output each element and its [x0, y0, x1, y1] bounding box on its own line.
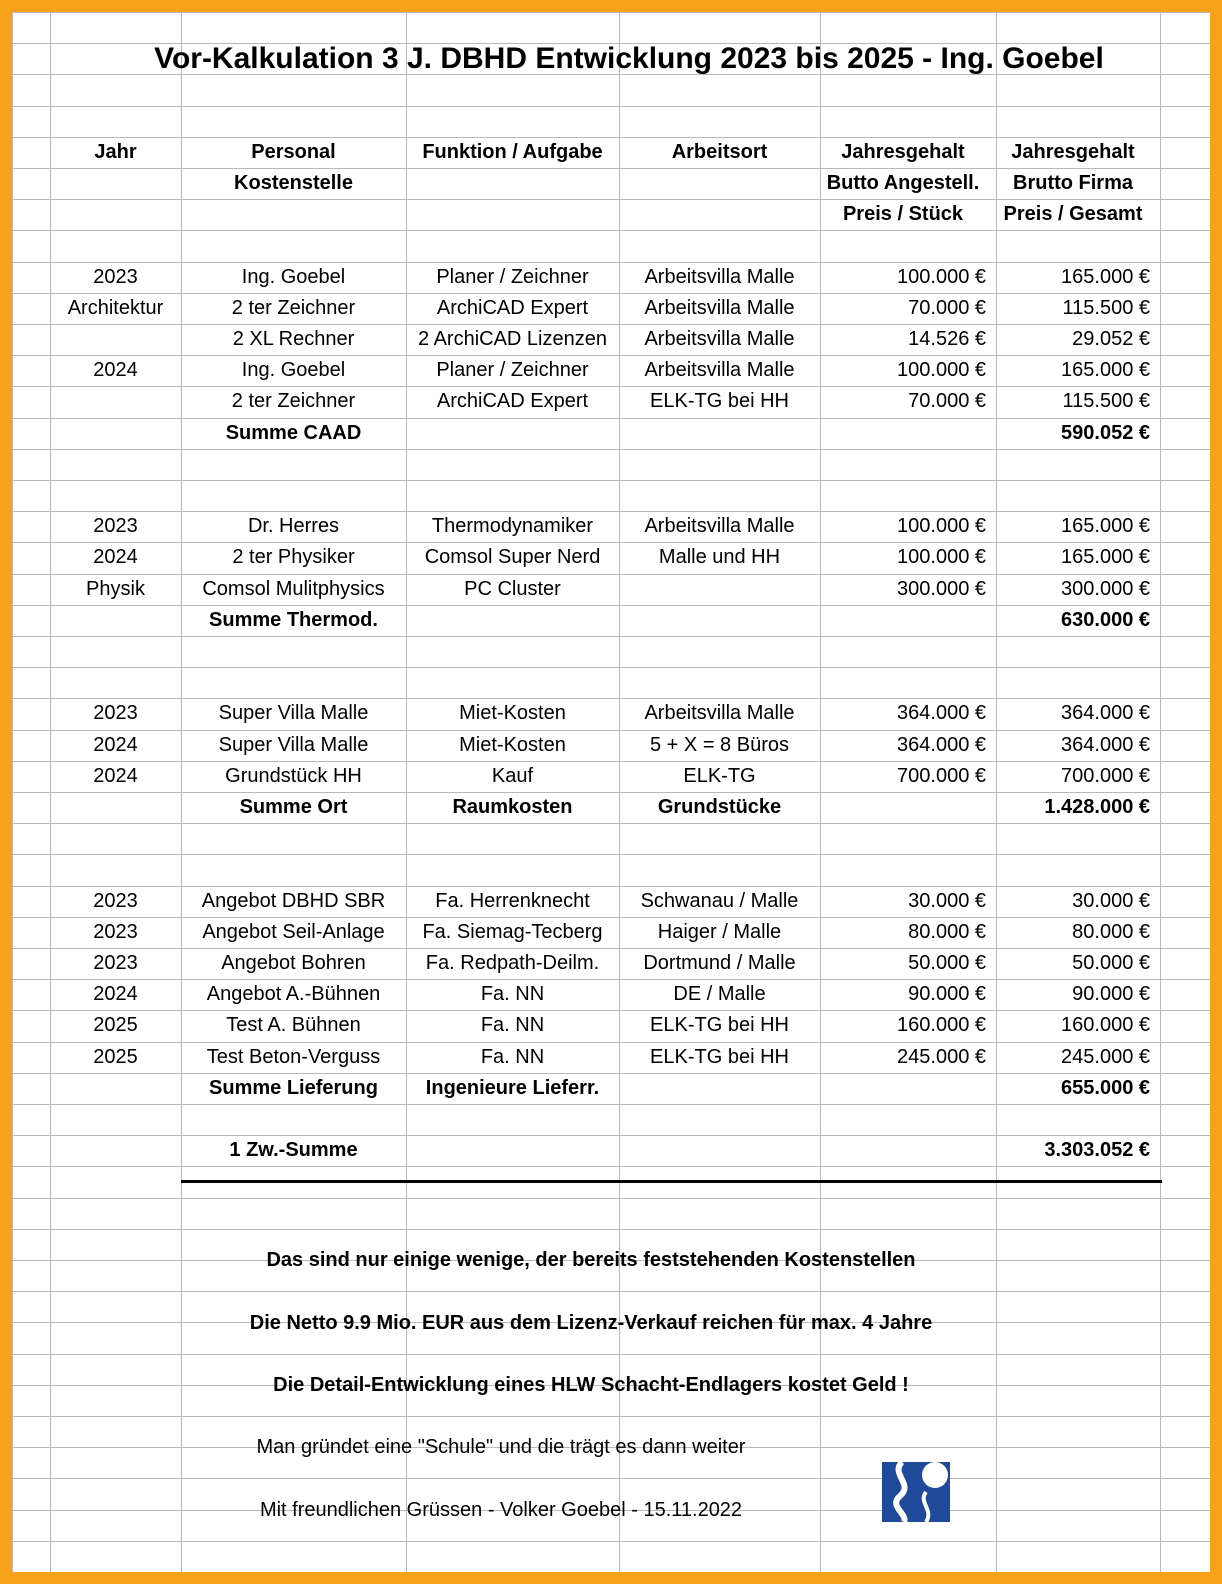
- cell-personal: Ing. Goebel: [241, 266, 346, 288]
- cell-gehalt-stueck: 700.000 €: [897, 765, 986, 787]
- cell-funktion: ArchiCAD Expert: [436, 390, 589, 412]
- grid-row-line: [12, 1416, 1210, 1417]
- grid-row-line: [12, 1104, 1210, 1105]
- cell-funktion: Fa. NN: [480, 1014, 545, 1036]
- grid-row-line: [12, 230, 1210, 231]
- grid-row-line: [12, 480, 1210, 481]
- cell-gehalt-gesamt: 165.000 €: [1061, 546, 1150, 568]
- cell-funktion: Fa. Herrenknecht: [435, 890, 590, 912]
- cell-funktion: Fa. NN: [480, 1046, 545, 1068]
- cell-personal: 1 Zw.-Summe: [229, 1139, 358, 1161]
- cell-gehalt-gesamt: 115.500 €: [1062, 390, 1150, 412]
- cell-personal: Super Villa Malle: [218, 734, 369, 756]
- cell-personal: 2 XL Rechner: [232, 328, 355, 350]
- cell-arbeitsort: Arbeitsvilla Malle: [644, 702, 795, 724]
- cell-personal: Grundstück HH: [225, 765, 362, 787]
- cell-personal: Summe Thermod.: [209, 609, 378, 631]
- cell-gehalt-stueck-header: Butto Angestell.: [826, 172, 980, 194]
- cell-gehalt-gesamt: 3.303.052 €: [1044, 1139, 1150, 1161]
- cell-gehalt-gesamt: 364.000 €: [1061, 734, 1150, 756]
- cell-funktion: Ingenieure Lieferr.: [425, 1077, 600, 1099]
- cell-gehalt-gesamt: 165.000 €: [1061, 515, 1150, 537]
- cell-funktion: PC Cluster: [464, 578, 561, 600]
- cell-gehalt-stueck: 100.000 €: [897, 359, 986, 381]
- grid-row-line: [12, 667, 1210, 668]
- cell-jahr: 2024: [93, 765, 138, 787]
- cell-personal: Dr. Herres: [247, 515, 340, 537]
- cell-funktion: Fa. Redpath-Deilm.: [425, 952, 600, 974]
- cell-gehalt-stueck: 364.000 €: [897, 734, 986, 756]
- cell-personal: 2 ter Zeichner: [231, 297, 356, 319]
- cell-arbeitsort: ELK-TG bei HH: [650, 1046, 789, 1068]
- cell-gehalt-gesamt: 165.000 €: [1061, 359, 1150, 381]
- cell-gehalt-stueck: 80.000 €: [908, 921, 986, 943]
- cell-personal: Summe Ort: [239, 796, 348, 818]
- cell-funktion: ArchiCAD Expert: [436, 297, 589, 319]
- grid-row-line: [12, 1198, 1210, 1199]
- cell-funktion: 2 ArchiCAD Lizenzen: [418, 328, 607, 350]
- total-underline: [181, 1180, 1162, 1183]
- cell-funktion: Planer / Zeichner: [436, 359, 589, 381]
- cell-gehalt-gesamt: 245.000 €: [1061, 1046, 1150, 1068]
- cell-jahr: 2025: [93, 1046, 138, 1068]
- note-netto: Die Netto 9.9 Mio. EUR aus dem Lizenz-Verkauf reichen für max. 4 Jahre: [249, 1312, 933, 1334]
- sheet-title: Vor-Kalkulation 3 J. DBHD Entwicklung 2023 bis 2025 - Ing. Goebel: [154, 42, 1104, 75]
- cell-arbeitsort: Arbeitsvilla Malle: [644, 359, 795, 381]
- cell-personal-header: Kostenstelle: [234, 172, 353, 194]
- cell-funktion: Comsol Super Nerd: [424, 546, 601, 568]
- cell-funktion: Raumkosten: [452, 796, 573, 818]
- cell-gehalt-gesamt: 300.000 €: [1061, 578, 1150, 600]
- cell-personal: Super Villa Malle: [218, 702, 369, 724]
- cell-gehalt-gesamt: 29.052 €: [1072, 328, 1150, 350]
- cell-personal: 2 ter Physiker: [232, 546, 355, 568]
- grid-row-line: [12, 1229, 1210, 1230]
- grid-row-line: [12, 1291, 1210, 1292]
- cell-gehalt-stueck: 90.000 €: [908, 983, 986, 1005]
- cell-gehalt-gesamt: 50.000 €: [1072, 952, 1150, 974]
- signature: Mit freundlichen Grüssen - Volker Goebel - 15.11.2022: [259, 1499, 743, 1521]
- cell-arbeitsort: Arbeitsvilla Malle: [644, 515, 795, 537]
- cell-jahr: 2023: [93, 921, 138, 943]
- cell-gehalt-gesamt: 364.000 €: [1061, 702, 1150, 724]
- cell-gehalt-stueck-header: Preis / Stück: [842, 203, 964, 225]
- cell-funktion: Miet-Kosten: [459, 702, 566, 724]
- cell-gehalt-gesamt: 90.000 €: [1072, 983, 1150, 1005]
- cell-funktion: Fa. NN: [480, 983, 545, 1005]
- cell-arbeitsort: Dortmund / Malle: [643, 952, 796, 974]
- cell-arbeitsort: Malle und HH: [658, 546, 781, 568]
- cell-gehalt-stueck: 70.000 €: [908, 390, 986, 412]
- cell-personal: Test A. Bühnen: [226, 1014, 361, 1036]
- cell-arbeitsort: Schwanau / Malle: [640, 890, 799, 912]
- cell-gehalt-stueck: 364.000 €: [897, 702, 986, 724]
- cell-gehalt-gesamt: 165.000 €: [1061, 266, 1150, 288]
- cell-jahr: 2024: [93, 546, 138, 568]
- cell-funktion: Thermodynamiker: [431, 515, 594, 537]
- cell-gehalt-stueck: 50.000 €: [908, 952, 986, 974]
- cell-gehalt-stueck: 300.000 €: [897, 578, 986, 600]
- cell-arbeitsort: Arbeitsvilla Malle: [644, 297, 795, 319]
- cell-gehalt-gesamt: 700.000 €: [1061, 765, 1150, 787]
- cell-arbeitsort-header: Arbeitsort: [671, 141, 768, 163]
- cell-arbeitsort: Arbeitsvilla Malle: [644, 266, 795, 288]
- cell-jahr-header: Jahr: [94, 141, 137, 163]
- cell-personal: Ing. Goebel: [241, 359, 346, 381]
- cell-jahr: 2024: [93, 983, 138, 1005]
- cell-arbeitsort: Grundstücke: [657, 796, 782, 818]
- cell-gehalt-stueck: 14.526 €: [908, 328, 986, 350]
- cell-jahr: 2025: [93, 1014, 138, 1036]
- grid-row-line: [12, 636, 1210, 637]
- cell-gehalt-stueck: 30.000 €: [908, 890, 986, 912]
- cell-jahr: 2023: [93, 266, 138, 288]
- cell-jahr: 2023: [93, 952, 138, 974]
- cell-arbeitsort: ELK-TG bei HH: [650, 390, 789, 412]
- cell-personal: Test Beton-Verguss: [206, 1046, 381, 1068]
- cell-arbeitsort: ELK-TG: [683, 765, 756, 787]
- grid-row-line: [12, 1478, 1210, 1479]
- cell-arbeitsort: 5 + X = 8 Büros: [650, 734, 789, 756]
- cell-funktion: Planer / Zeichner: [436, 266, 589, 288]
- grid-row-line: [12, 449, 1210, 450]
- cell-personal-header: Personal: [251, 141, 336, 163]
- cell-gehalt-gesamt: 590.052 €: [1061, 422, 1150, 444]
- spreadsheet: [12, 12, 1210, 1572]
- cell-gehalt-gesamt: 115.500 €: [1062, 297, 1150, 319]
- grid-row-line: [12, 823, 1210, 824]
- cell-gehalt-stueck: 245.000 €: [897, 1046, 986, 1068]
- cell-personal: Angebot A.-Bühnen: [206, 983, 381, 1005]
- cell-arbeitsort: DE / Malle: [673, 983, 766, 1005]
- cell-jahr: 2023: [93, 702, 138, 724]
- cell-gehalt-gesamt-header: Brutto Firma: [1013, 172, 1133, 194]
- cell-gehalt-gesamt: 30.000 €: [1072, 890, 1150, 912]
- cell-gehalt-stueck: 160.000 €: [897, 1014, 986, 1036]
- cell-gehalt-stueck: 100.000 €: [897, 546, 986, 568]
- cell-funktion-header: Funktion / Aufgabe: [422, 141, 603, 163]
- note-detail-entwicklung: Die Detail-Entwicklung eines HLW Schacht-Endlagers kostet Geld !: [273, 1374, 909, 1396]
- cell-gehalt-stueck: 100.000 €: [897, 266, 986, 288]
- cell-personal: Summe CAAD: [225, 422, 362, 444]
- cell-jahr: 2023: [93, 890, 138, 912]
- grid-row-line: [12, 1354, 1210, 1355]
- cell-jahr: 2023: [93, 515, 138, 537]
- cell-arbeitsort: Arbeitsvilla Malle: [644, 328, 795, 350]
- cell-personal: Angebot Seil-Anlage: [202, 921, 385, 943]
- cell-arbeitsort: ELK-TG bei HH: [650, 1014, 789, 1036]
- grid-row-line: [12, 854, 1210, 855]
- cell-personal: 2 ter Zeichner: [231, 390, 356, 412]
- cell-gehalt-stueck: 70.000 €: [908, 297, 986, 319]
- cell-gehalt-gesamt: 655.000 €: [1061, 1077, 1150, 1099]
- note-kostenstellen: Das sind nur einige wenige, der bereits feststehenden Kostenstellen: [266, 1249, 916, 1271]
- cell-gehalt-gesamt: 630.000 €: [1061, 609, 1150, 631]
- cell-gehalt-gesamt-header: Preis / Gesamt: [1003, 203, 1143, 225]
- cell-personal: Summe Lieferung: [209, 1077, 378, 1099]
- grid-row-line: [12, 1541, 1210, 1542]
- cell-jahr: 2024: [93, 734, 138, 756]
- cell-jahr: Physik: [86, 578, 145, 600]
- grid-row-line: [12, 106, 1210, 107]
- cell-gehalt-stueck: 100.000 €: [897, 515, 986, 537]
- cell-gehalt-gesamt: 160.000 €: [1061, 1014, 1150, 1036]
- cell-gehalt-gesamt: 80.000 €: [1072, 921, 1150, 943]
- cell-gehalt-gesamt: 1.428.000 €: [1044, 796, 1150, 818]
- cell-personal: Comsol Mulitphysics: [202, 578, 385, 600]
- grid-row-line: [12, 12, 1210, 13]
- grid-row-line: [12, 1166, 1210, 1167]
- cell-personal: Angebot Bohren: [221, 952, 366, 974]
- cell-funktion: Fa. Siemag-Tecberg: [422, 921, 603, 943]
- cell-jahr: Architektur: [67, 297, 164, 319]
- cell-gehalt-gesamt-header: Jahresgehalt: [1011, 141, 1135, 163]
- cell-arbeitsort: Haiger / Malle: [657, 921, 782, 943]
- cell-jahr: 2024: [93, 359, 138, 381]
- company-logo-icon: [882, 1462, 950, 1522]
- cell-funktion: Kauf: [491, 765, 534, 787]
- note-schule: Man gründet eine "Schule" und die trägt es dann weiter: [256, 1436, 746, 1458]
- cell-gehalt-stueck-header: Jahresgehalt: [841, 141, 965, 163]
- cell-personal: Angebot DBHD SBR: [201, 890, 386, 912]
- cell-funktion: Miet-Kosten: [459, 734, 566, 756]
